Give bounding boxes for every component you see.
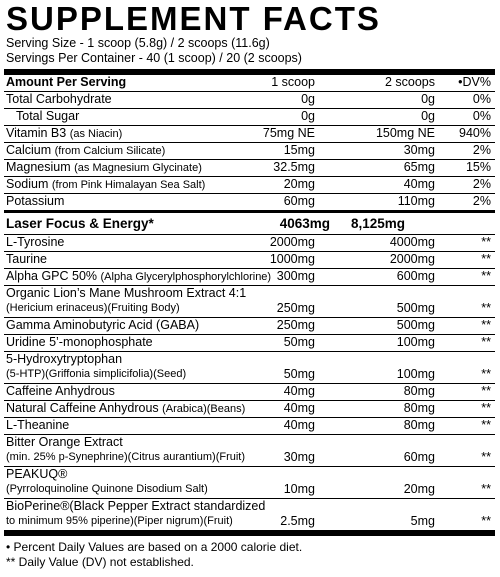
ingredient-row-label: 5-Hydroxytryptophan	[6, 352, 123, 366]
ingredient-row-name	[6, 235, 64, 251]
ingredient-row-name	[6, 384, 115, 400]
ingredient-row-detail: (Hericium erinaceus)(Fruiting Body)	[6, 302, 180, 314]
nutrient-row-name	[16, 109, 79, 125]
panel-title: SUPPLEMENT FACTS	[6, 0, 381, 37]
blend-name: Laser Focus & Energy*	[6, 216, 154, 231]
ingredient-row-1-scoop: 2.5mg	[280, 514, 315, 528]
amount-per-serving-label: Amount Per Serving	[6, 75, 127, 89]
ingredient-row-detail: (5-HTP)(Griffonia simplicifolia)(Seed)	[6, 368, 187, 380]
ingredient-row-dv: **	[481, 418, 491, 432]
nutrient-row-2-scoops: 40mg	[403, 177, 435, 191]
col-1-scoop-label: 1 scoop	[271, 75, 315, 89]
ingredient-row	[4, 286, 495, 318]
nutrient-row-label: Total Sugar	[16, 109, 80, 123]
nutrient-row-2-scoops: 110mg	[397, 194, 435, 208]
ingredient-row-dv: **	[481, 269, 491, 283]
nutrient-row	[4, 126, 495, 143]
nutrient-row-sublabel: (as Magnesium Glycinate)	[74, 162, 202, 174]
nutrient-row-sublabel: (from Calcium Silicate)	[54, 145, 166, 157]
ingredient-row-1-scoop: 30mg	[283, 450, 315, 464]
ingredient-row-1-scoop: 40mg	[283, 384, 315, 398]
ingredient-row-2-scoops: 60mg	[403, 450, 435, 464]
nutrient-row-1-scoop: 60mg	[283, 194, 315, 208]
footnote-dv-not-established: ** Daily Value (DV) not established.	[6, 555, 194, 569]
col-dv-label: •DV%	[458, 75, 491, 89]
nutrients-section	[4, 92, 495, 210]
ingredient-row-dv: **	[481, 367, 491, 381]
nutrient-row-dv: 2%	[472, 143, 491, 157]
ingredient-row-1-scoop: 40mg	[283, 418, 315, 432]
ingredient-row-2-scoops: 100mg	[396, 367, 435, 381]
ingredient-row-label: Caffeine Anhydrous	[6, 384, 115, 398]
nutrient-row-label: Sodium	[6, 177, 49, 191]
ingredient-row-dv: **	[481, 450, 491, 464]
footnote-dv-basis: • Percent Daily Values are based on a 2000 calorie diet.	[6, 540, 303, 554]
ingredient-row-dv: **	[481, 384, 491, 398]
servings-per-container: Servings Per Container - 40 (1 scoop) / 20 (2 scoops)	[6, 51, 302, 65]
ingredient-row-2-scoops: 80mg	[403, 401, 435, 415]
ingredient-row-label: Alpha GPC 50%	[6, 269, 98, 283]
ingredient-row-label: Organic Lion’s Mane Mushroom Extract 4:1	[6, 286, 247, 300]
ingredient-row-2-scoops: 100mg	[396, 335, 435, 349]
ingredient-row	[4, 235, 495, 252]
nutrient-row-2-scoops: 30mg	[403, 143, 435, 157]
ingredient-row-dv: **	[481, 318, 491, 332]
nutrient-row-name	[6, 177, 205, 194]
nutrient-row-2-scoops: 150mg NE	[375, 126, 435, 140]
ingredient-row-name	[6, 499, 265, 515]
ingredient-row-name	[6, 269, 271, 286]
ingredient-row-dv: **	[481, 514, 491, 528]
ingredient-row-1-scoop: 50mg	[283, 335, 315, 349]
header-row	[4, 75, 495, 92]
ingredient-row	[4, 352, 495, 384]
ingredient-row	[4, 401, 495, 418]
ingredient-row	[4, 335, 495, 352]
ingredient-row-detail: (min. 25% p-Synephrine)(Citrus aurantium)(Fruit)	[6, 451, 246, 463]
nutrient-row-label: Magnesium	[6, 160, 71, 174]
nutrient-row-dv: 0%	[472, 92, 491, 106]
nutrient-row-label: Vitamin B3	[6, 126, 67, 140]
nutrient-row-dv: 0%	[472, 109, 491, 123]
nutrient-row-name	[6, 143, 165, 160]
nutrient-row	[4, 92, 495, 109]
nutrient-row	[4, 160, 495, 177]
ingredient-row-1-scoop: 250mg	[276, 318, 315, 332]
ingredient-row	[4, 499, 495, 530]
ingredient-row-label: PEAKUQ®	[6, 467, 68, 481]
blend-row	[4, 213, 495, 235]
ingredient-row-label: Natural Caffeine Anhydrous	[6, 401, 159, 415]
nutrient-row-label: Total Carbohydrate	[6, 92, 112, 106]
ingredient-row	[4, 435, 495, 467]
ingredient-row-label: L-Tyrosine	[6, 235, 65, 249]
ingredient-row-2-scoops: 600mg	[396, 269, 435, 283]
ingredient-row-dv: **	[481, 401, 491, 415]
ingredient-row	[4, 269, 495, 286]
nutrient-row-1-scoop: 32.5mg	[273, 160, 315, 174]
ingredient-row-label: Uridine 5’-monophosphate	[6, 335, 153, 349]
ingredient-row-2-scoops: 500mg	[396, 318, 435, 332]
ingredient-row-label: BioPerine®(Black Pepper Extract standardized	[6, 499, 266, 513]
ingredient-row	[4, 252, 495, 269]
ingredient-row-sublabel: (Alpha Glycerylphosphorylchlorine)	[100, 271, 272, 283]
nutrient-row-label: Potassium	[6, 194, 65, 208]
nutrient-row-2-scoops: 0g	[421, 109, 435, 123]
nutrient-row-name	[6, 126, 122, 143]
ingredient-row-name	[6, 401, 245, 418]
ingredient-row-dv: **	[481, 252, 491, 266]
nutrient-row-name	[6, 194, 64, 210]
ingredient-row-1-scoop: 40mg	[283, 401, 315, 415]
nutrient-row-dv: 940%	[459, 126, 491, 140]
ingredient-row-2-scoops: 80mg	[403, 384, 435, 398]
nutrient-row-1-scoop: 0g	[301, 92, 315, 106]
serving-size: Serving Size - 1 scoop (5.8g) / 2 scoops (11.6g)	[6, 36, 270, 50]
footnotes	[4, 536, 495, 570]
nutrient-row-sublabel: (from Pink Himalayan Sea Salt)	[51, 179, 206, 191]
nutrient-row-name	[6, 92, 112, 108]
nutrient-row-1-scoop: 15mg	[283, 143, 315, 157]
nutrient-row-1-scoop: 75mg NE	[262, 126, 315, 140]
ingredient-row-name	[6, 418, 69, 434]
ingredient-row-1-scoop: 1000mg	[269, 252, 315, 266]
nutrient-row-dv: 2%	[472, 177, 491, 191]
ingredient-row-2-scoops: 2000mg	[389, 252, 435, 266]
nutrient-row-dv: 2%	[472, 194, 491, 208]
ingredient-row-sublabel: (Arabica)(Beans)	[162, 403, 246, 415]
nutrient-row-dv: 15%	[465, 160, 491, 174]
nutrient-row-name	[6, 160, 202, 177]
ingredient-row-label: Bitter Orange Extract	[6, 435, 123, 449]
nutrient-row-1-scoop: 0g	[301, 109, 315, 123]
ingredient-row-2-scoops: 20mg	[403, 482, 435, 496]
ingredient-row-name	[6, 286, 246, 302]
nutrient-row-label: Calcium	[6, 143, 52, 157]
ingredient-row-2-scoops: 4000mg	[389, 235, 435, 249]
ingredient-row	[4, 384, 495, 401]
ingredient-row-1-scoop: 300mg	[276, 269, 315, 283]
supplement-facts-panel	[4, 2, 495, 570]
ingredient-row-name	[6, 352, 122, 368]
ingredient-row	[4, 318, 495, 335]
col-2-scoops-label: 2 scoops	[384, 75, 435, 89]
ingredient-row	[4, 418, 495, 435]
nutrient-row	[4, 143, 495, 160]
nutrient-row	[4, 109, 495, 126]
ingredient-row-2-scoops: 80mg	[403, 418, 435, 432]
ingredient-row-name	[6, 335, 153, 351]
nutrient-row-sublabel: (as Niacin)	[69, 128, 123, 140]
ingredient-row-label: Taurine	[6, 252, 47, 266]
ingredient-row-1-scoop: 10mg	[283, 482, 315, 496]
ingredient-row-name	[6, 252, 47, 268]
ingredient-row-name	[6, 467, 67, 483]
ingredient-row-1-scoop: 2000mg	[269, 235, 315, 249]
ingredient-row	[4, 467, 495, 499]
ingredient-row-detail: (Pyrroloquinoline Quinone Disodium Salt)	[6, 483, 208, 495]
ingredient-row-1-scoop: 50mg	[283, 367, 315, 381]
nutrient-row-2-scoops: 65mg	[403, 160, 435, 174]
ingredient-row-label: L-Theanine	[6, 418, 70, 432]
nutrient-row-2-scoops: 0g	[421, 92, 435, 106]
nutrient-row	[4, 177, 495, 194]
ingredient-row-dv: **	[481, 235, 491, 249]
ingredient-row-detail: to minimum 95% piperine)(Piper nigrum)(Fruit)	[6, 515, 233, 527]
ingredient-row-name	[6, 435, 123, 451]
blend-2-scoops: 8,125mg	[350, 216, 405, 231]
ingredients-section	[4, 235, 495, 530]
blend-1-scoop: 4063mg	[279, 216, 330, 231]
ingredient-row-dv: **	[481, 482, 491, 496]
ingredient-row-name	[6, 318, 199, 334]
nutrient-row-1-scoop: 20mg	[283, 177, 315, 191]
ingredient-row-dv: **	[481, 335, 491, 349]
ingredient-row-1-scoop: 250mg	[276, 301, 315, 315]
ingredient-row-label: Gamma Aminobutyric Acid (GABA)	[6, 318, 200, 332]
ingredient-row-2-scoops: 5mg	[410, 514, 435, 528]
ingredient-row-dv: **	[481, 301, 491, 315]
nutrient-row	[4, 194, 495, 210]
ingredient-row-2-scoops: 500mg	[396, 301, 435, 315]
